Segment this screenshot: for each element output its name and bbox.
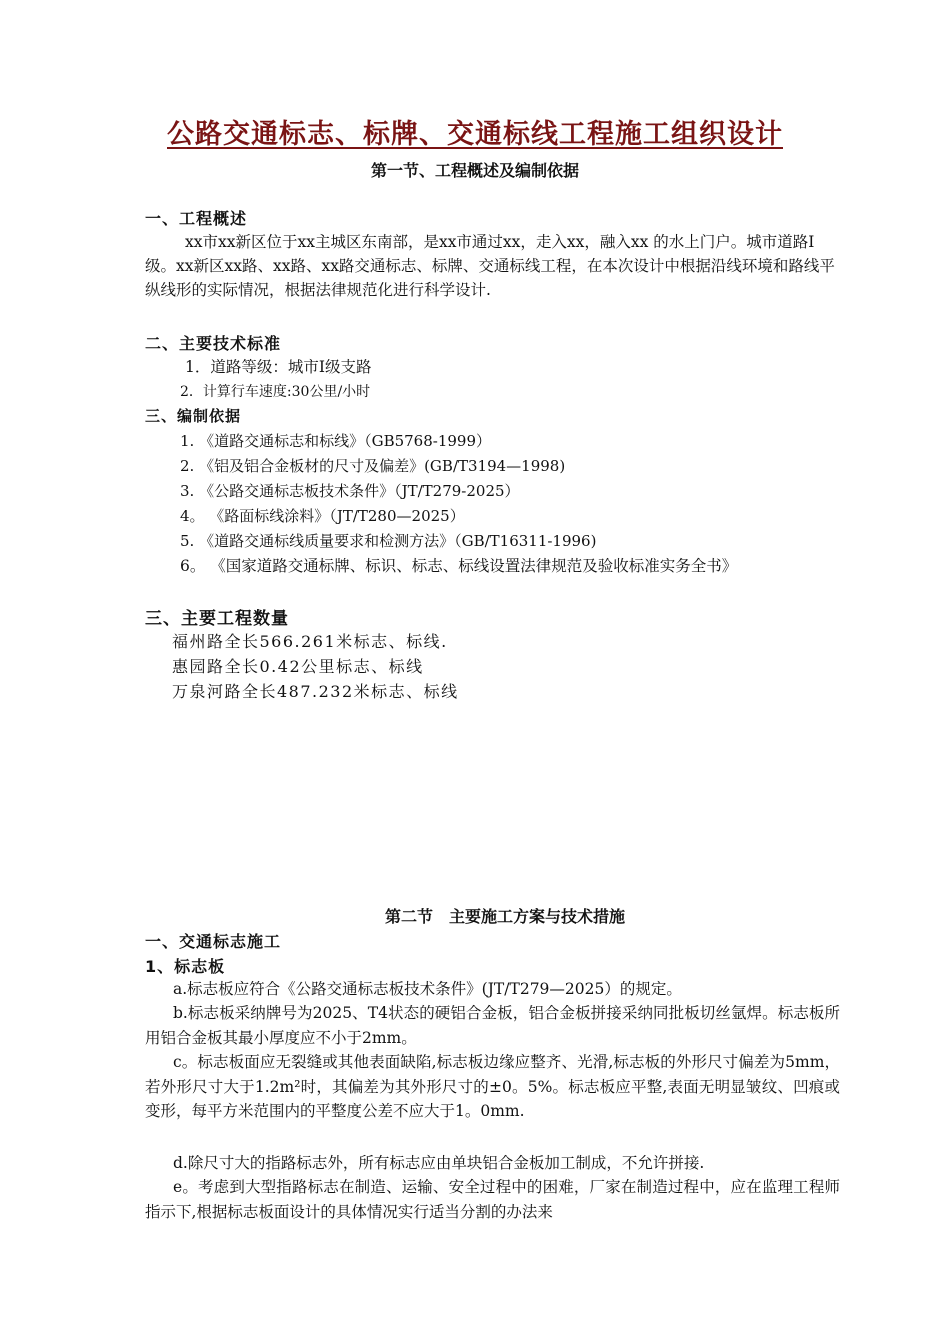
sign-board-para-b: b.标志板采纳牌号为2025、T4状态的硬铝合金板，铝合金板拼接采纳同批板切丝氩焊。标志板所用铝合金板其最小厚度应不小于2mm。 xyxy=(145,1004,840,1047)
quantity-item: 惠园路全长0.42公里标志、标线 xyxy=(172,657,424,676)
overview-text: xx市xx新区位于xx主城区东南部，是xx市通过xx，走入xx，融入xx 的水上门户。城市道路Ⅰ级。xx新区xx路、xx路、xx路交通标志、标牌、交通标线工程，在本次设计中根据沿线环境和路线平纵线形的实际情况，根据法律规范化进行科学设计. xyxy=(145,233,835,299)
section2-heading-1: 一、交通标志施工 xyxy=(145,932,282,951)
basis-item: 1. 《道路交通标志和标线》（GB5768-1999） xyxy=(180,432,492,450)
sign-board-para-d: d.除尺寸大的指路标志外，所有标志应由单块铝合金板加工制成，不允许拼接. xyxy=(173,1154,705,1172)
sign-board-para-c: c。标志板面应无裂缝或其他表面缺陷,标志板边缘应整齐、光滑,标志板的外形尺寸偏差为5mm，若外形尺寸大于1.2m²时，其偏差为其外形尺寸的±0。5%。标志板应平整,表面无明显皱纹、凹痕或变形，每平方米范围内的平整度公差不应大于1。0mm. xyxy=(145,1053,840,1120)
basis-item: 4。 《路面标线涂料》（JT/T280—2025） xyxy=(180,507,465,525)
quantity-heading: 三、主要工程数量 xyxy=(145,609,289,629)
standards-heading: 二、主要技术标准 xyxy=(145,334,282,353)
section2-title: 第二节 主要施工方案与技术措施 xyxy=(384,907,625,926)
quantity-item: 福州路全长566.261米标志、标线. xyxy=(172,632,448,651)
basis-item: 3. 《公路交通标志板技术条件》（JT/T279-2025） xyxy=(180,482,520,500)
basis-heading: 三、编制依据 xyxy=(145,407,242,425)
section2-heading-2: 1、标志板 xyxy=(145,957,226,976)
section1-title: 第一节、工程概述及编制依据 xyxy=(370,161,579,180)
sign-board-para-e: e。考虑到大型指路标志在制造、运输、安全过程中的困难，厂家在制造过程中，应在监理工程师指示下,根据标志板面设计的具体情况实行适当分割的办法来 xyxy=(145,1178,840,1221)
basis-item: 5. 《道路交通标线质量要求和检测方法》（GB/T16311-1996) xyxy=(180,532,597,550)
basis-item: 2. 《铝及铝合金板材的尺寸及偏差》(GB/T3194—1998) xyxy=(180,457,566,475)
sign-board-para-a: a.标志板应符合《公路交通标志板技术条件》(JT/T279—2025）的规定。 xyxy=(173,980,682,998)
standard-item: 2．计算行车速度:30公里/小时 xyxy=(180,384,371,400)
standard-item: 1．道路等级：城市Ⅰ级支路 xyxy=(185,358,372,376)
quantity-item: 万泉河路全长487.232米标志、标线 xyxy=(172,682,459,701)
document-title: 公路交通标志、标牌、交通标线工程施工组织设计 xyxy=(167,119,783,150)
basis-item: 6。 《国家道路交通标牌、标识、标志、标线设置法律规范及验收标准实务全书》 xyxy=(180,557,738,575)
overview-heading: 一、工程概述 xyxy=(145,209,248,228)
